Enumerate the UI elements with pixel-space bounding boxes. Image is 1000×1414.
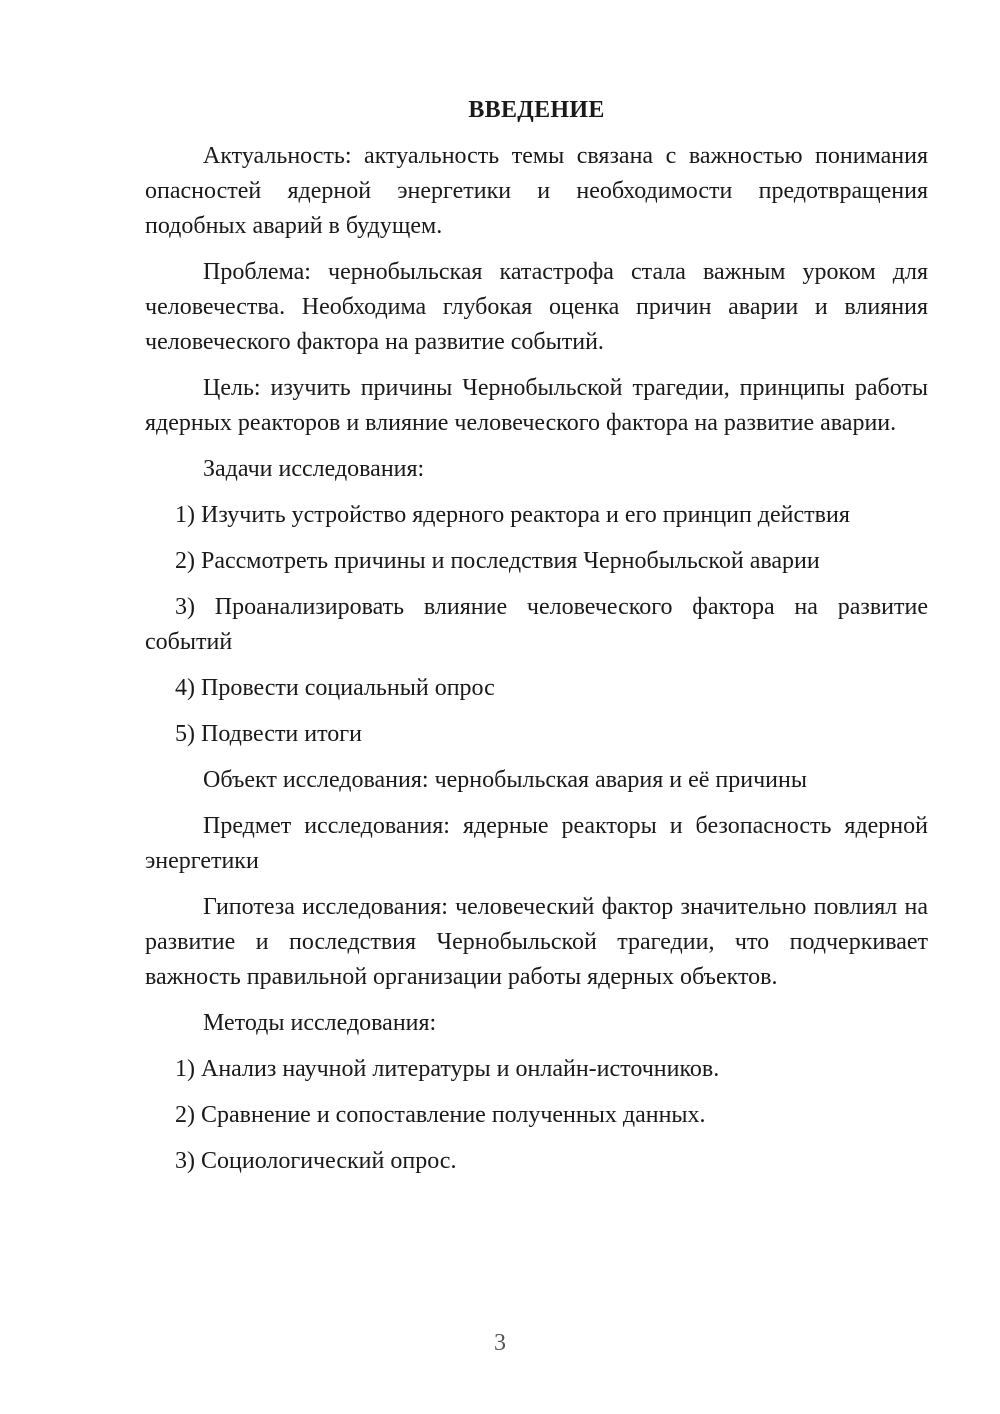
- goal-paragraph: Цель: изучить причины Чернобыльской трагедии, принципы работы ядерных реакторов и влияние человеческого фактора на развитие аварии.: [145, 375, 928, 436]
- task-item-3: 3) Проанализировать влияние человеческого фактора на развитие событий: [145, 594, 928, 655]
- task-item-1: 1) Изучить устройство ядерного реактора и его принцип действия: [175, 502, 850, 528]
- method-item-1: 1) Анализ научной литературы и онлайн-источников.: [175, 1056, 720, 1082]
- subject-paragraph: Предмет исследования: ядерные реакторы и безопасность ядерной энергетики: [145, 813, 928, 874]
- methods-heading: Методы исследования:: [203, 1010, 437, 1036]
- page-title: ВВЕДЕНИЕ: [468, 97, 605, 123]
- tasks-heading: Задачи исследования:: [203, 456, 425, 482]
- problem-paragraph: Проблема: чернобыльская катастрофа стала важным уроком для человечества. Необходима глубокая оценка причин аварии и влияния человеческого фактора на развитие событий.: [145, 259, 928, 355]
- relevance-paragraph: Актуальность: актуальность темы связана с важностью понимания опасностей ядерной энергетики и необходимости предотвращения подобных аварий в будущем.: [145, 143, 928, 239]
- task-item-4: 4) Провести социальный опрос: [175, 675, 495, 701]
- method-item-2: 2) Сравнение и сопоставление полученных данных.: [175, 1102, 706, 1128]
- method-item-3: 3) Социологический опрос.: [175, 1148, 457, 1174]
- page-number: 3: [494, 1330, 506, 1356]
- hypothesis-paragraph: Гипотеза исследования: человеческий фактор значительно повлиял на развитие и последствия Чернобыльской трагедии, что подчеркивает важность правильной организации работы ядерных объектов.: [145, 894, 928, 990]
- object-paragraph: Объект исследования: чернобыльская авария и её причины: [203, 767, 807, 793]
- task-item-2: 2) Рассмотреть причины и последствия Чернобыльской аварии: [175, 548, 820, 574]
- task-item-5: 5) Подвести итоги: [175, 721, 362, 747]
- page-content: [145, 95, 928, 1190]
